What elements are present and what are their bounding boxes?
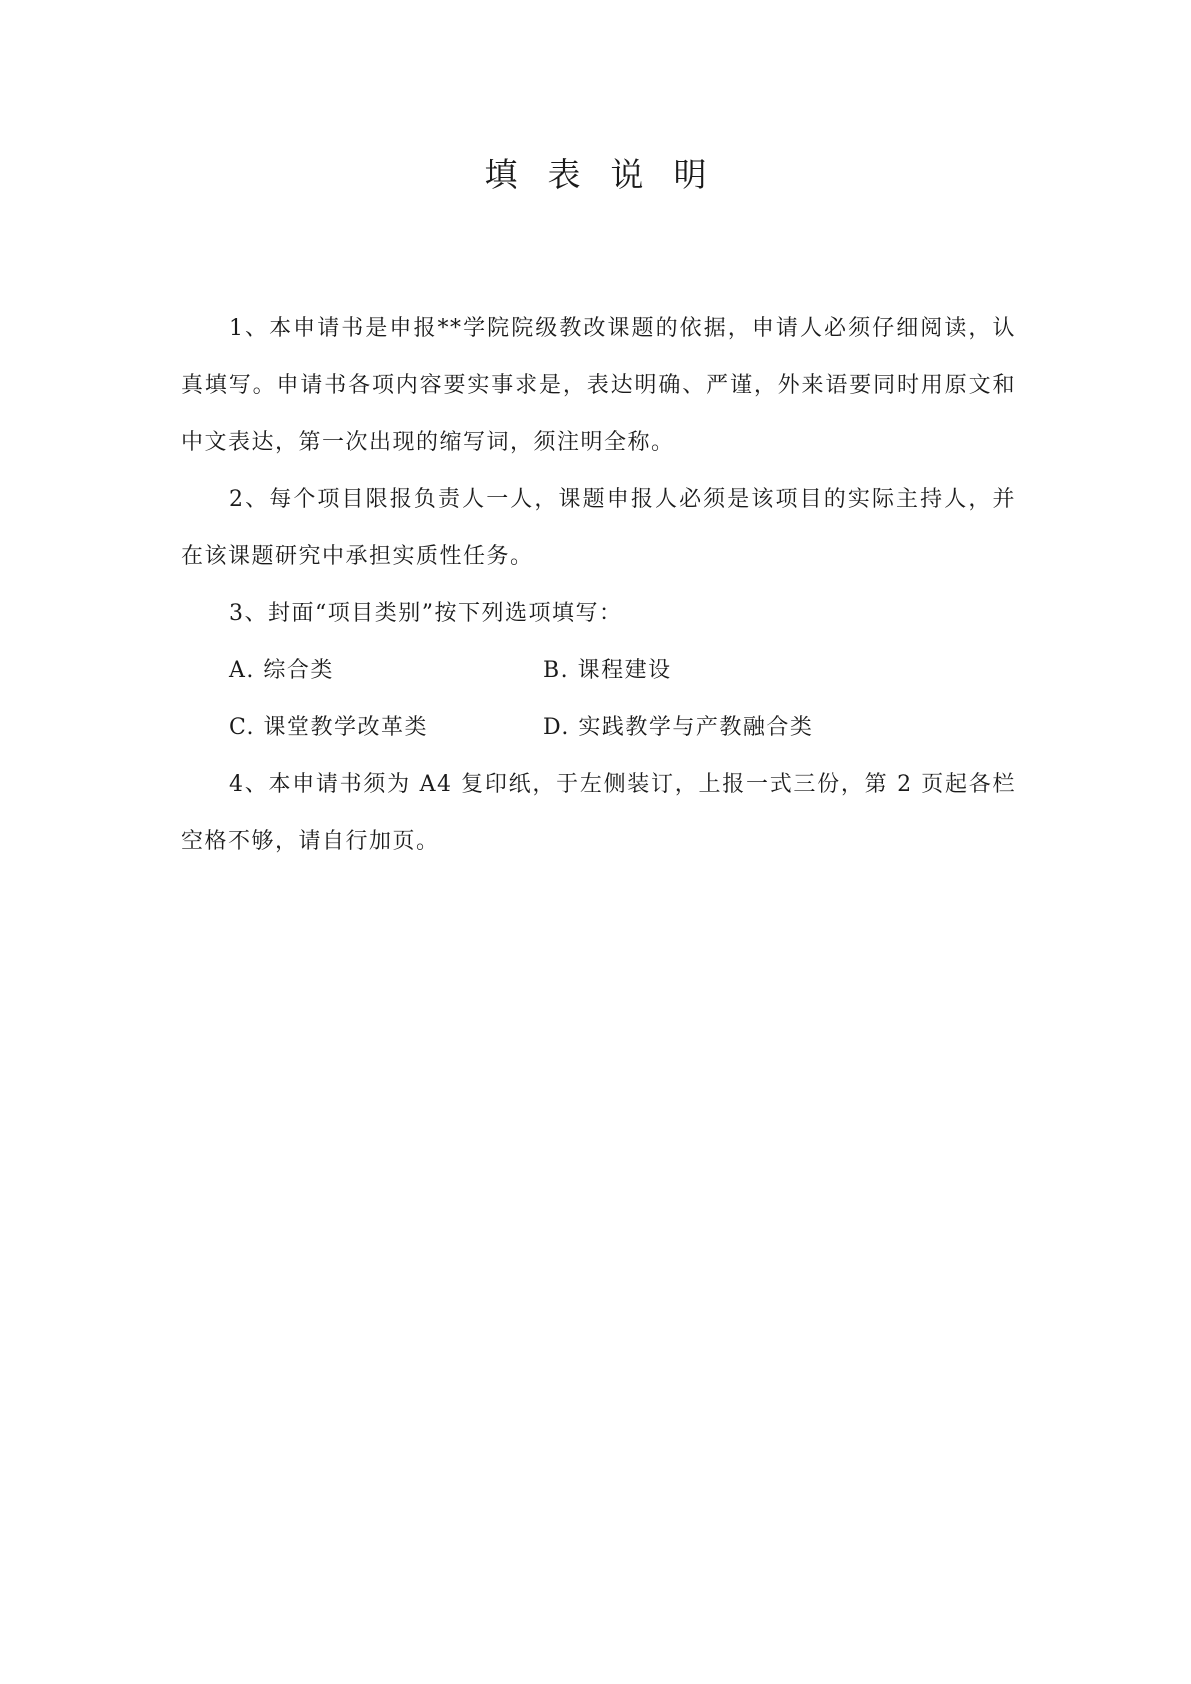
option-b: B. 课程建设 bbox=[543, 658, 672, 683]
instructions-body bbox=[181, 300, 1016, 870]
option-a: A. 综合类 bbox=[229, 658, 334, 683]
option-c: C. 课堂教学改革类 bbox=[229, 715, 429, 740]
options-row-1 bbox=[229, 642, 1016, 699]
instruction-paragraph-4: 4、本申请书须为 A4 复印纸，于左侧装订，上报一式三份，第 2 页起各栏空格不够，请自行加页。 bbox=[181, 772, 1016, 854]
category-options bbox=[181, 642, 1016, 756]
options-row-2 bbox=[229, 699, 1016, 756]
instruction-paragraph-3: 3、封面“项目类别”按下列选项填写： bbox=[229, 601, 623, 626]
instruction-paragraph-2: 2、每个项目限报负责人一人，课题申报人必须是该项目的实际主持人，并在该课题研究中承担实质性任务。 bbox=[181, 487, 1016, 569]
instruction-paragraph-1: 1、本申请书是申报**学院院级教改课题的依据，申请人必须仔细阅读，认真填写。申请书各项内容要实事求是，表达明确、严谨，外来语要同时用原文和中文表达，第一次出现的缩写词，须注明全称。 bbox=[181, 316, 1016, 455]
page-title: 填表说明 bbox=[484, 155, 737, 194]
option-d: D. 实践教学与产教融合类 bbox=[543, 715, 814, 740]
